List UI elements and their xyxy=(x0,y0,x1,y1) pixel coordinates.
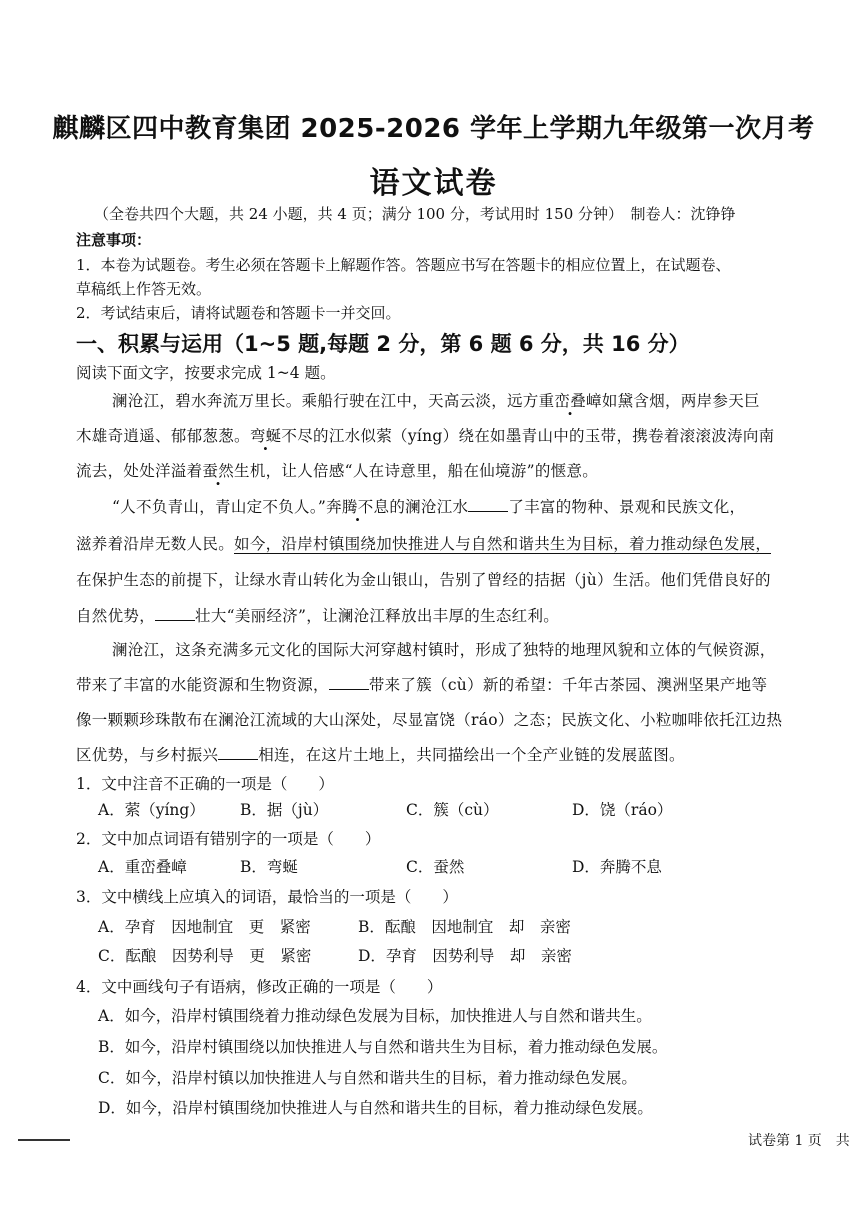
passage-text: 如黛含烟，两岸参天巨 xyxy=(601,392,760,410)
passage-text: 不尽的江水似萦（yíng）绕在如墨青山中的玉带，携卷着滚滚波涛向南 xyxy=(281,427,775,445)
notice-heading: 注意事项： xyxy=(76,231,152,249)
question-3-option-a: A．孕育 因地制宜 更 紧密 xyxy=(98,918,311,936)
notice-item-2: 2．考试结束后，请将试题卷和答题卡一并交回。 xyxy=(76,304,401,322)
question-4-option-d: D．如今，沿岸村镇围绕加快推进人与自然和谐共生的目标，着力推动绿色发展。 xyxy=(98,1099,653,1117)
question-1: 1．文中注音不正确的一项是（ ） xyxy=(76,775,334,793)
question-2-option-c: C．蚕然 xyxy=(406,858,465,876)
question-4-option-b: B．如今，沿岸村镇围绕以加快推进人与自然和谐共生为目标，着力推动绿色发展。 xyxy=(98,1038,668,1056)
fill-blank xyxy=(468,499,508,512)
dotted-word: 弯蜒 xyxy=(249,427,282,445)
passage-text: 生机，让人倍感“人在诗意里，船在仙境游”的惬意。 xyxy=(234,462,599,480)
passage-line xyxy=(76,532,771,554)
question-2-option-b: B．弯蜒 xyxy=(240,858,298,876)
passage-text: 滋养着沿岸无数人民。 xyxy=(76,535,235,553)
passage-text: 澜沧江，碧水奔流万里长。乘船行驶在江中，天高云淡，远方 xyxy=(112,392,539,410)
exam-info: （全卷共四个大题，共 24 小题，共 4 页；满分 100 分，考试用时 150 分钟） 制卷人：沈铮铮 xyxy=(94,205,736,223)
question-3-option-c: C．酝酿 因势利导 更 紧密 xyxy=(98,947,312,965)
section-1-intro: 阅读下面文字，按要求完成 1~4 题。 xyxy=(76,364,336,382)
question-2-option-a: A．重峦叠嶂 xyxy=(98,858,187,876)
question-4-option-c: C．如今，沿岸村镇以加快推进人与自然和谐共生的目标，着力推动绿色发展。 xyxy=(98,1069,637,1087)
passage-text: 带来了簇（cù）新的希望：千年古茶园、澳洲坚果产地等 xyxy=(368,676,768,694)
passage-line: 澜沧江，这条充满多元文化的国际大河穿越村镇时，形成了独特的地理风貌和立体的气候资源， xyxy=(112,641,776,659)
passage-line: 在保护生态的前提下，让绿水青山转化为金山银山，告别了曾经的拮据（jù）生活。他们凭借良好的 xyxy=(76,571,771,589)
question-3-option-d: D．孕育 因势利导 却 亲密 xyxy=(358,947,572,965)
question-1-option-d: D．饶（ráo） xyxy=(572,801,673,819)
exam-subtitle: 语文试卷 xyxy=(369,166,498,201)
passage-line: 像一颗颗珍珠散布在澜沧江流域的大山深处，尽显富饶（ráo）之态；民族文化、小粒咖啡依托江边热 xyxy=(76,711,783,729)
question-2: 2．文中加点词语有错别字的一项是（ ） xyxy=(76,830,381,848)
question-4-option-a: A．如今，沿岸村镇围绕着力推动绿色发展为目标，加快推进人与自然和谐共生。 xyxy=(98,1007,652,1025)
passage-line xyxy=(76,459,598,481)
passage-text: 自然优势， xyxy=(76,607,156,625)
question-4: 4．文中画线句子有语病，修改正确的一项是（ ） xyxy=(76,978,443,996)
page-number: 试卷第 1 页 共 xyxy=(748,1133,850,1149)
notice-item-1-line-1: 1．本卷为试题卷。考生必须在答题卡上解题作答。答题应书写在答题卡的相应位置上，在试题卷、 xyxy=(76,256,731,274)
passage-line xyxy=(112,495,745,517)
question-3-option-b: B．酝酿 因地制宜 却 亲密 xyxy=(358,918,571,936)
footer-rule xyxy=(18,1139,70,1141)
passage-text: 壮大“美丽经济”，让澜沧江释放出丰厚的生态红利。 xyxy=(195,607,560,625)
fill-blank xyxy=(218,747,258,760)
underlined-sentence: 如今，沿岸村镇围绕加快推进人与自然和谐共生为目标，着力推动绿色发展， xyxy=(234,535,772,553)
dotted-word: 重峦叠嶂 xyxy=(538,392,602,410)
passage-text: 了丰富的物种、景观和民族文化， xyxy=(508,498,746,516)
passage-text: 流去，处处洋溢着 xyxy=(76,462,203,480)
passage-text: “人不负青山，青山定不负人。” xyxy=(112,498,327,516)
dotted-word: 奔腾不息 xyxy=(326,498,390,516)
question-3: 3．文中横线上应填入的词语，最恰当的一项是（ ） xyxy=(76,888,458,906)
question-2-option-d: D．奔腾不息 xyxy=(572,858,662,876)
fill-blank xyxy=(329,677,369,690)
exam-title: 麒麟区四中教育集团 2025-2026 学年上学期九年级第一次月考 xyxy=(52,114,815,144)
section-1-heading: 一、积累与运用（1~5 题,每题 2 分，第 6 题 6 分，共 16 分） xyxy=(76,332,690,356)
passage-text: 区优势，与乡村振兴 xyxy=(76,746,219,764)
passage-line xyxy=(112,389,760,411)
passage-text: 的澜沧江水 xyxy=(389,498,469,516)
passage-text: 木雄奇逍遥、郁郁葱葱。 xyxy=(76,427,250,445)
question-1-option-c: C．簇（cù） xyxy=(406,801,499,819)
question-1-option-a: A．萦（yíng） xyxy=(98,801,205,819)
passage-line xyxy=(76,604,559,626)
passage-text: 带来了丰富的水能资源和生物资源， xyxy=(76,676,329,694)
fill-blank xyxy=(155,608,195,621)
passage-line xyxy=(76,743,685,765)
question-1-option-b: B．据（jù） xyxy=(240,801,329,819)
passage-line xyxy=(76,424,774,446)
passage-line xyxy=(76,673,767,695)
notice-item-1-line-2: 草稿纸上作答无效。 xyxy=(76,280,212,298)
dotted-word: 蚕然 xyxy=(202,462,235,480)
passage-text: 相连，在这片土地上，共同描绘出一个全产业链的发展蓝图。 xyxy=(258,746,685,764)
